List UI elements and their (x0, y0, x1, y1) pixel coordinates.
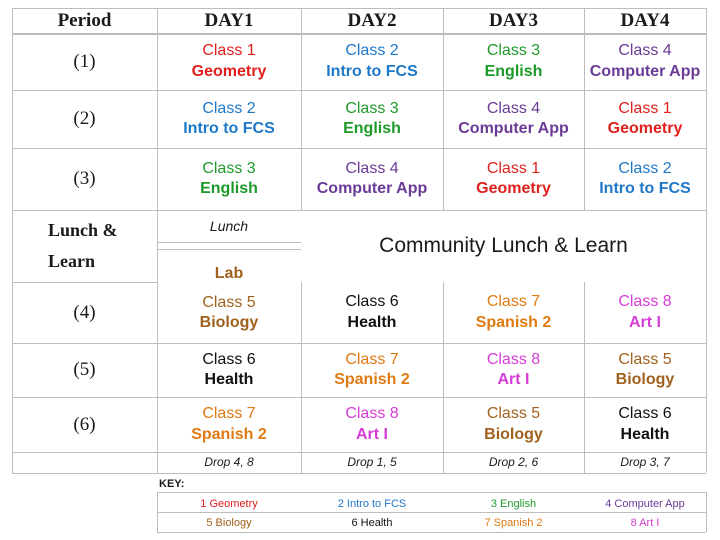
class-subject: Computer App (316, 180, 428, 197)
class-cell (301, 282, 443, 343)
class-subject: Computer App (458, 120, 569, 137)
key-item: 3 English (490, 497, 537, 510)
lunch-learn-label (12, 210, 157, 282)
class-subject: Health (620, 425, 670, 443)
class-subject: Intro to FCS (599, 180, 691, 197)
class-cell (157, 397, 301, 452)
class-number: Class 7 (486, 293, 541, 311)
key-item: 8 Art I (630, 516, 660, 529)
day-header: DAY3 (489, 9, 538, 31)
class-subject: Spanish 2 (475, 313, 552, 331)
class-subject: English (343, 120, 401, 137)
class-cell (584, 397, 706, 452)
class-cell (157, 148, 301, 210)
class-cell (301, 90, 443, 148)
class-cell (443, 148, 584, 210)
class-subject: Intro to FCS (183, 120, 275, 137)
class-cell (301, 343, 443, 397)
period-label: (6) (73, 413, 96, 435)
day-header: DAY1 (204, 9, 254, 31)
class-cell (301, 397, 443, 452)
class-subject: Art I (356, 425, 388, 443)
key-item: 5 Biology (206, 516, 252, 529)
lunch-day1: Lunch (209, 217, 249, 234)
drop-note: Drop 1, 5 (347, 454, 397, 469)
period-label: (5) (73, 359, 96, 381)
class-subject: Biology (199, 314, 259, 331)
class-number: Class 5 (202, 293, 256, 311)
class-subject: Computer App (589, 62, 701, 80)
class-subject: English (200, 180, 258, 197)
class-number: Class 1 (618, 99, 672, 117)
class-cell (584, 33, 706, 90)
class-cell (301, 148, 443, 210)
class-number: Class 3 (202, 159, 256, 177)
class-number: Class 2 (618, 159, 672, 177)
grid-line (157, 532, 706, 533)
class-number: Class 4 (345, 159, 399, 177)
class-cell (443, 90, 584, 148)
class-cell (157, 343, 301, 397)
grid-line (157, 249, 301, 250)
key-item: 7 Spanish 2 (484, 516, 543, 529)
class-number: Class 1 (486, 159, 541, 177)
class-number: Class 3 (486, 42, 541, 60)
period-label: (1) (73, 50, 96, 72)
class-number: Class 6 (202, 350, 256, 368)
class-number: Class 6 (618, 405, 672, 423)
class-subject: English (484, 62, 543, 80)
class-number: Class 8 (345, 405, 399, 423)
class-subject: Biology (484, 425, 543, 443)
class-number: Class 8 (486, 350, 541, 368)
period-label: (4) (73, 301, 96, 323)
class-number: Class 2 (202, 99, 256, 117)
lab-label: Lab (214, 264, 244, 282)
grid-line (706, 8, 707, 473)
class-number: Class 4 (618, 42, 672, 60)
grid-line (157, 492, 706, 493)
key-label: KEY: (159, 478, 185, 490)
class-subject: Art I (497, 371, 530, 388)
day-header: DAY4 (620, 9, 670, 31)
class-number: Class 2 (345, 42, 399, 60)
class-number: Class 6 (345, 293, 399, 311)
drop-note: Drop 2, 6 (488, 454, 539, 469)
class-subject: Geometry (191, 62, 267, 80)
class-number: Class 7 (202, 405, 256, 423)
class-number: Class 8 (618, 293, 672, 311)
class-subject: Geometry (476, 180, 551, 197)
class-number: Class 4 (486, 99, 541, 117)
class-number: Class 5 (618, 350, 672, 368)
period-label: (3) (73, 168, 96, 190)
class-subject: Art I (629, 313, 661, 331)
class-number: Class 5 (486, 405, 541, 423)
day-header: DAY2 (347, 9, 397, 31)
class-subject: Biology (615, 371, 675, 388)
class-subject: Intro to FCS (326, 62, 418, 80)
period-label: (2) (73, 108, 96, 130)
class-cell (301, 33, 443, 90)
grid-line (12, 473, 706, 474)
class-cell (584, 343, 706, 397)
class-subject: Geometry (607, 120, 683, 137)
class-cell (443, 33, 584, 90)
class-number: Class 7 (345, 350, 399, 368)
grid-line (157, 242, 301, 243)
lunch-label-line2: Learn (48, 251, 95, 271)
class-number: Class 3 (345, 99, 399, 117)
class-cell (443, 343, 584, 397)
class-cell (157, 283, 301, 343)
community-lunch-learn: Community Lunch & Learn (379, 233, 628, 257)
class-subject: Health (347, 313, 397, 331)
class-cell (443, 397, 584, 452)
lunch-label-line1: Lunch & (48, 220, 118, 241)
class-cell (584, 90, 706, 148)
key-item: 6 Health (351, 516, 393, 529)
key-item: 2 Intro to FCS (337, 497, 407, 510)
class-number: Class 1 (202, 42, 256, 60)
class-cell (157, 33, 301, 90)
key-item: 4 Computer App (605, 497, 685, 510)
class-subject: Spanish 2 (191, 425, 267, 443)
drop-note: Drop 3, 7 (620, 454, 670, 469)
period-header: Period (57, 9, 112, 31)
class-subject: Spanish 2 (334, 371, 410, 388)
class-cell (584, 282, 706, 343)
class-subject: Health (204, 371, 254, 388)
class-cell (157, 90, 301, 148)
key-item: 1 Geometry (200, 497, 258, 510)
grid-line (706, 492, 707, 532)
class-cell (584, 148, 706, 210)
drop-note: Drop 4, 8 (204, 454, 254, 469)
class-cell (443, 282, 584, 343)
